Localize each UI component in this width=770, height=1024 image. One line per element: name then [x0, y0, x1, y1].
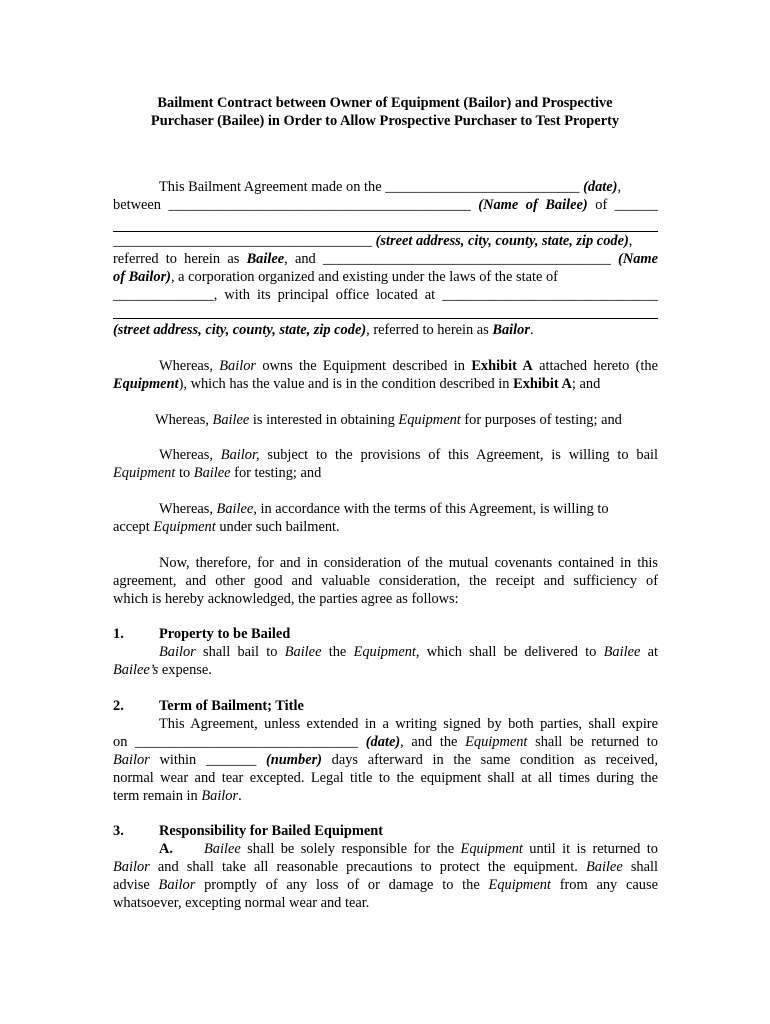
title-line-1: Bailment Contract between Owner of Equipment (Bailor) and Prospective [157, 95, 613, 111]
whereas-3-line-1: Whereas, Bailor, subject to the provisions of this Agreement, is willing to bail [159, 447, 658, 463]
section-3-line-4: whatsoever, excepting normal wear and tear. [113, 895, 370, 911]
whereas-3-line-2: Equipment to Bailee for testing; and [113, 465, 322, 481]
section-2-line-1: This Agreement, unless extended in a writing signed by both parties, shall expire [159, 716, 658, 732]
section-1-heading: 1. Property to be Bailed [113, 626, 291, 642]
document-title [100, 94, 670, 130]
section-2-line-4: normal wear and tear excepted. Legal title to the equipment shall at all times during the [113, 770, 658, 786]
section-3-line-3: advise Bailor promptly of any loss of or damage to the Equipment from any cause [113, 877, 658, 893]
intro-line-2: between __________________________________________ (Name of Bailee) of ______ [113, 197, 658, 213]
whereas-1-line-1: Whereas, Bailor owns the Equipment described in Exhibit A attached hereto (the [159, 358, 658, 374]
section-1-line-1: Bailor shall bail to Bailee the Equipment, which shall be delivered to Bailee at [159, 644, 659, 660]
title-line-2: Purchaser (Bailee) in Order to Allow Prospective Purchaser to Test Property [150, 113, 620, 129]
intro-line-9: (street address, city, county, state, zip code), referred to herein as Bailor. [113, 322, 534, 338]
section-2-line-2: on _______________________________ (date), and the Equipment shall be returned to [113, 734, 658, 750]
whereas-4-line-2: accept Equipment under such bailment. [113, 519, 340, 535]
now-therefore-line-1: Now, therefore, for and in consideration of the mutual covenants contained in this [159, 555, 658, 571]
section-1-line-2: Bailee’s expense. [113, 662, 212, 678]
now-therefore-line-2: agreement, and other good and valuable consideration, the receipt and sufficiency of [113, 573, 658, 589]
intro-line-7: ______________, with its principal office located at ______________________________ [113, 287, 658, 303]
whereas-4-line-1: Whereas, Bailee, in accordance with the terms of this Agreement, is willing to [159, 501, 609, 517]
intro-line-1: This Bailment Agreement made on the ___________________________ (date), [159, 179, 622, 195]
whereas-2: Whereas, Bailee is interested in obtaining Equipment for purposes of testing; and [155, 412, 622, 428]
intro-line-5: referred to herein as Bailee, and ________________________________________ (Name [113, 251, 658, 267]
now-therefore-line-3: which is hereby acknowledged, the parties agree as follows: [113, 591, 459, 607]
blank-rule [113, 318, 658, 319]
section-2-line-3: Bailor within _______ (number) days afterward in the same condition as received, [113, 752, 658, 768]
section-2-heading: 2. Term of Bailment; Title [113, 698, 304, 714]
intro-line-6: of Bailor), a corporation organized and existing under the laws of the state of [113, 269, 558, 285]
section-3-heading: 3. Responsibility for Bailed Equipment [113, 823, 384, 839]
section-3-line-2: Bailor and shall take all reasonable precautions to protect the equipment. Bailee shall [113, 859, 658, 875]
section-3-line-1: A. Bailee shall be solely responsible for the Equipment until it is returned to [159, 841, 658, 857]
whereas-1-line-2: Equipment), which has the value and is in the condition described in Exhibit A; and [113, 376, 601, 392]
intro-line-4: ____________________________________ (street address, city, county, state, zip code), [113, 233, 633, 249]
section-2-line-5: term remain in Bailor. [113, 788, 242, 804]
